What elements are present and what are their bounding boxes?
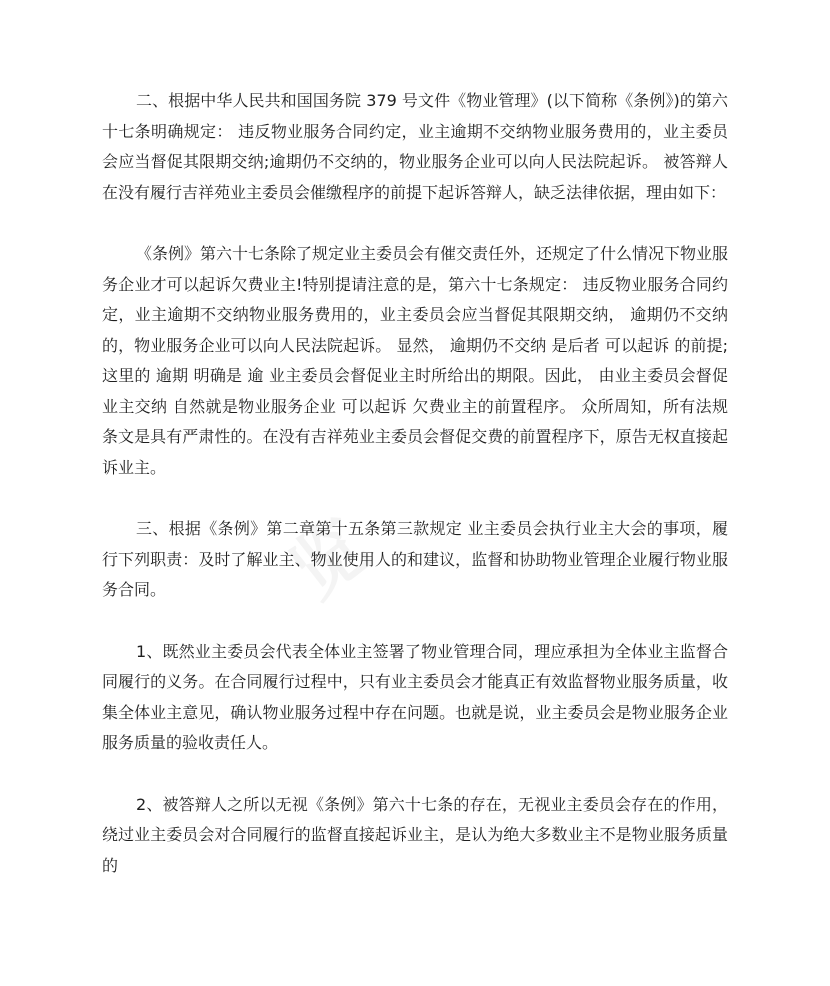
paragraph-point-1: 1、既然业主委员会代表全体业主签署了物业管理合同，理应承担为全体业主监督合同履行的义务。在合同履行过程中，只有业主委员会才能真正有效监督物业服务质量，收集全体业主意见，确认物业服务过程中存在问题。也就是说，业主委员会是物业服务企业服务质量的验收责任人。 (102, 641, 728, 752)
paragraph-regulation-67: 《条例》第六十七条除了规定业主委员会有催交责任外，还规定了什么情况下物业服务企业才可以起诉欠费业主!特别提请注意的是，第六十七条规定： 违反物业服务合同约定，业主逾期不交纳物业服务费用的，业主委员会应当督促其限期交纳， 逾期仍不交纳的，物业服务企业可以向人民法院起诉。 显然， 逾期仍不交纳 是后者 可以起诉 的前提;这里的 逾期 明确是 逾 业主委员会督促业主时所给出的期限。因此， 由业主委员会督促业主交纳 自然就是物业服务企业 可以起诉 欠费业主的前置程序。 众所周知，所有法规条文是具有严肃性的。在没有吉祥苑业主委员会督促交费的前置程序下，原告无权直接起诉业主。 (102, 244, 729, 477)
document-body (102, 86, 728, 881)
paragraph-point-2: 2、被答辩人之所以无视《条例》第六十七条的存在，无视业主委员会存在的作用，绕过业主委员会对合同履行的监督直接起诉业主，是认为绝大多数业主不是物业服务质量的 (102, 794, 728, 875)
paragraph-article-2: 二、根据中华人民共和国国务院 379 号文件《物业管理》(以下简称《条例》)的第六十七条明确规定： 违反物业服务合同约定，业主逾期不交纳物业服务费用的，业主委员会应当督促其限期交纳;逾期仍不交纳的，物业服务企业可以向人民法院起诉。 被答辩人在没有履行吉祥苑业主委员会催缴程序的前提下起诉答辩人，缺乏法律依据，理由如下： (102, 91, 728, 202)
paragraph-article-3: 三、根据《条例》第二章第十五条第三款规定 业主委员会执行业主大会的事项，履行下列职责：及时了解业主、物业使用人的和建议，监督和协助物业管理企业履行物业服务合同。 (102, 519, 728, 599)
